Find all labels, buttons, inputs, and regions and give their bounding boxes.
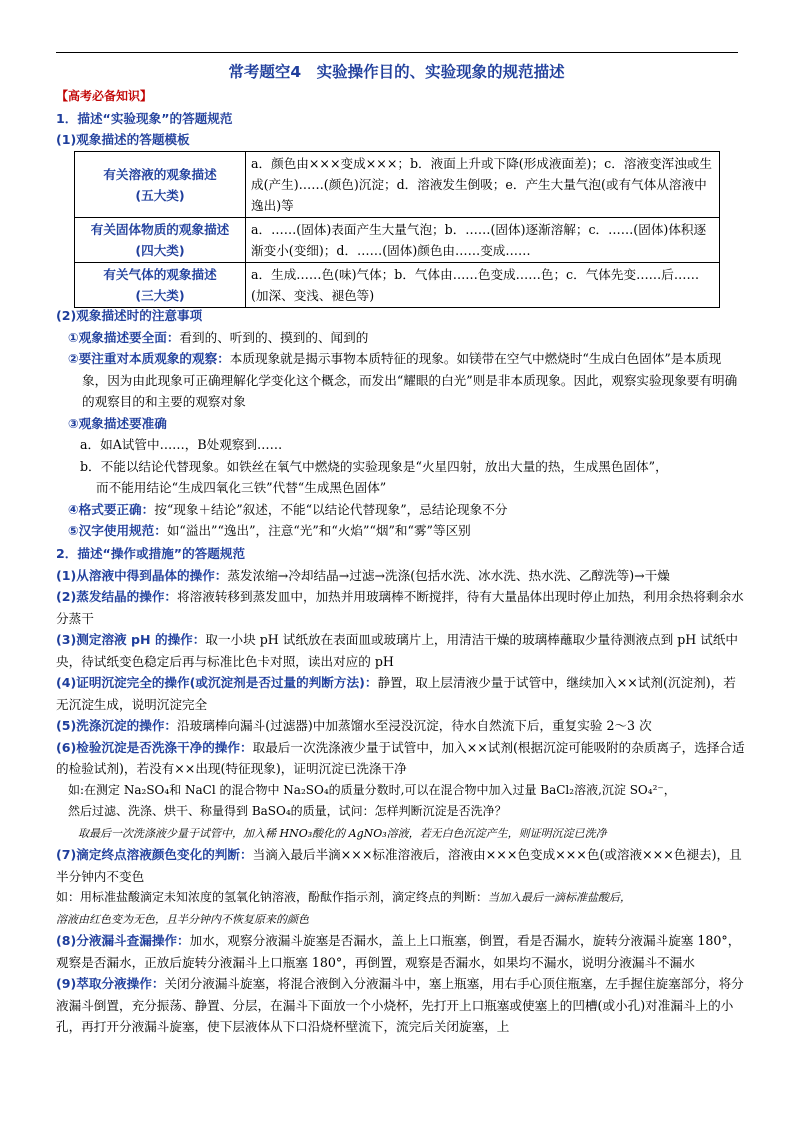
item-7: (7)滴定终点溶液颜色变化的判断：当滴入最后半滴×××标准溶液后，溶液由×××色变成×××色(或溶液×××色褪去)，且半分钟内不变色: [56, 847, 742, 884]
item-6-example: 如:在测定 Na₂SO₄和 NaCl 的混合物中 Na₂SO₄的质量分数时,可以在混合物中加入过量 BaCl₂溶液,沉淀 SO₄²⁻，: [68, 782, 676, 797]
row-header-sub: (四大类): [135, 243, 185, 258]
item-1: (1)从溶液中得到晶体的操作：蒸发浓缩→冷却结晶→过滤→洗涤(包括水洗、冰水洗、热水洗、乙醇洗等)→干燥: [56, 567, 670, 583]
item-7-answer: 溶液由红色变为无色，且半分钟内不恢复原来的颜色: [56, 912, 309, 926]
note-4: ④格式要正确：按“现象＋结论”叙述，不能“以结论代替现象”，忌结论现象不分: [68, 501, 508, 517]
row-header: 有关气体的观象描述: [103, 267, 217, 282]
tag-label: 【高考必备知识】: [56, 89, 153, 103]
subsection-2-heading: (2)观象描述时的注意事项: [56, 308, 203, 323]
header-rule: [56, 52, 738, 53]
item-6: (6)检验沉淀是否洗涤干净的操作：取最后一次洗涤液少量于试管中，加入××试剂(根据沉淀可能吸附的杂质离子，选择合适的检验试剂)，若没有××出现(特征现象)，证明沉淀已洗涤干净: [56, 739, 745, 776]
section-2: [56, 543, 746, 1038]
note-1: ①观象描述要全面：看到的、听到的、摸到的、闻到的: [68, 329, 369, 345]
note-3b-cont: 而不能用结论“生成四氧化三铁”代替“生成黑色固体”: [96, 480, 387, 495]
subsection-1-heading: (1)观象描述的答题模板: [56, 132, 190, 147]
item-6-answer: 取最后一次洗涤液少量于试管中，加入稀 HNO₃酸化的 AgNO₃溶液，若无白色沉淀产生，则证明沉淀已洗净: [78, 826, 607, 840]
note-3a: a．如A试管中……，B处观察到……: [80, 437, 283, 452]
row-header-sub: (五大类): [135, 187, 185, 203]
row-header-sub: (三大类): [135, 288, 185, 303]
table-row: [75, 152, 720, 218]
item-9: (9)萃取分液操作：关闭分液漏斗旋塞，将混合液倒入分液漏斗中，塞上瓶塞，用右手心顶住瓶塞，左手握住旋塞部分，将分液漏斗倒置，充分振荡、静置、分层，在漏斗下面放一个小烧杯，先打开上口瓶塞或使塞上的凹槽(或小孔)对准漏斗上的小孔，再打开分液漏斗旋塞，使下层液体从下口沿烧杯壁流下，流完后关闭旋塞，上: [56, 976, 744, 1034]
row-header: 有关溶液的观象描述: [103, 166, 217, 182]
section-1-notes: [56, 305, 746, 542]
table-row: [75, 218, 720, 263]
item-2: (2)蒸发结晶的操作：将溶液转移到蒸发皿中，加热并用玻璃棒不断搅拌，待有大量晶体出现时停止加热，利用余热将剩余水分蒸干: [56, 589, 744, 626]
section-2-heading: 2．描述“操作或措施”的答题规范: [56, 546, 246, 561]
row-text: a．……(固体)表面产生大量气泡；b．……(固体)逐渐溶解；c．……(固体)体积逐渐变小(变细)；d．……(固体)颜色由……变成……: [246, 218, 720, 263]
page-title: 常考题空4 实验操作目的、实验现象的规范描述: [228, 63, 565, 81]
item-6-example-cont: 然后过滤、洗涤、烘干、称量得到 BaSO₄的质量，试问：怎样判断沉淀是否洗净？: [68, 804, 507, 818]
item-3: (3)测定溶液 pH 的操作：取一小块 pH 试纸放在表面皿或玻璃片上，用清洁干燥的玻璃棒蘸取少量待测液点到 pH 试纸中央，待试纸变色稳定后再与标准比色卡对照，读出对应的 pH: [56, 632, 739, 669]
item-7-example: 如：用标准盐酸滴定未知浓度的氢氧化钠溶液，酚酞作指示剂，滴定终点的判断：当加入最后一滴标准盐酸后，: [56, 890, 632, 904]
item-4: (4)证明沉淀完全的操作(或沉淀剂是否过量的判断方法)：静置，取上层清液少量于试管中，继续加入××试剂(沉淀剂)，若无沉淀生成，说明沉淀完全: [56, 675, 736, 712]
item-8: (8)分液漏斗查漏操作：加水，观察分液漏斗旋塞是否漏水，盖上上口瓶塞，倒置，看是否漏水，旋转分液漏斗旋塞 180°，观察是否漏水，正放后旋转分液漏斗上口瓶塞 180°，再倒置，观察是否漏水，如果均不漏水，说明分液漏斗不漏水: [56, 933, 741, 970]
note-2: ②要注重对本质观象的观察：本质现象就是揭示事物本质特征的现象。如镁带在空气中燃烧时“生成白色固体”是本质现象，因为由此现象可正确理解化学变化这个概念，而发出“耀眼的白光”则是非本质现象。因此，观察实验现象要有明确的观察目的和主要的观察对象: [68, 351, 738, 409]
row-text: a．颜色由×××变成×××；b．液面上升或下降(形成液面差)；c．溶液变浑浊或生成(产生)……(颜色)沉淀；d．溶液发生倒吸；e．产生大量气泡(或有气体从溶液中逸出)等: [246, 152, 720, 218]
row-header: 有关固体物质的观象描述: [90, 222, 230, 237]
section-1-intro: [56, 86, 746, 151]
note-3: ③观象描述要准确: [68, 415, 167, 431]
note-5: ⑤汉字使用规范：如“溢出”“逸出”，注意“光”和“火焰”“烟”和“雾”等区别: [68, 523, 471, 538]
row-text: a．生成……色(味)气体；b．气体由……色变成……色；c．气体先变……后……(加深、变浅、褪色等): [246, 263, 720, 308]
table-row: [75, 263, 720, 308]
item-5: (5)洗涤沉淀的操作：沿玻璃棒向漏斗(过滤器)中加蒸馏水至浸没沉淀，待水自然流下后，重复实验 2～3 次: [56, 718, 652, 733]
note-3b: b．不能以结论代替现象。如铁丝在氧气中燃烧的实验现象是“火星四射，放出大量的热，生成黑色固体”，: [80, 458, 668, 474]
observation-table: [74, 151, 720, 308]
section-1-heading: 1．描述“实验现象”的答题规范: [56, 110, 233, 126]
